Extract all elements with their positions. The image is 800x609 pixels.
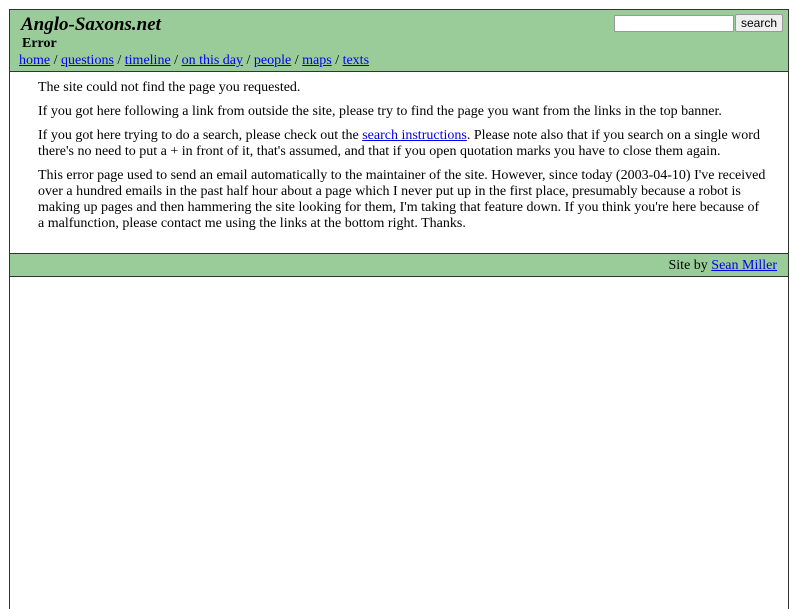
- search-input[interactable]: [614, 15, 734, 32]
- site-title: Anglo-Saxons.net: [21, 14, 161, 35]
- search-help-text-continued: . Please note also that if you search on a single word there's no need to put a + in front of it, that's assumed, and that if you open quotation marks you have to close them again.: [38, 128, 760, 159]
- search-form: [614, 14, 783, 32]
- nav-link-people[interactable]: people: [253, 53, 292, 68]
- nav-link-timeline[interactable]: timeline: [124, 53, 171, 68]
- site-credit: [669, 258, 778, 274]
- credit-prefix: Site by: [668, 258, 712, 273]
- footer-bar: [10, 253, 788, 277]
- search-help-paragraph: [38, 128, 766, 160]
- nav-link-on-this-day[interactable]: on this day: [181, 53, 244, 68]
- nav-link-questions[interactable]: questions: [61, 53, 114, 68]
- page-frame: [9, 9, 789, 609]
- error-content: [38, 80, 766, 240]
- outside-link-paragraph: If you got here following a link from outside the site, please try to find the page you want from the links in the top banner.: [38, 104, 722, 119]
- nav-separator: /: [335, 53, 340, 68]
- nav-bar: [19, 53, 369, 69]
- error-message: The site could not find the page you requested.: [38, 80, 301, 95]
- nav-link-maps[interactable]: maps: [302, 53, 332, 68]
- nav-separator: /: [246, 53, 251, 68]
- nav-link-home[interactable]: home: [19, 53, 51, 68]
- page-title: Error: [22, 36, 57, 51]
- nav-separator: /: [294, 53, 299, 68]
- nav-link-texts[interactable]: texts: [342, 53, 370, 68]
- author-link[interactable]: Sean Miller: [711, 258, 777, 273]
- nav-separator: /: [53, 53, 58, 68]
- search-help-text: If you got here trying to do a search, please check out the: [38, 128, 363, 143]
- top-banner: [10, 10, 788, 72]
- nav-separator: /: [174, 53, 179, 68]
- email-notice-paragraph: This error page used to send an email automatically to the maintainer of the site. However, since today (2003-04-10) I've received over a hundred emails in the past half hour about a page which I never put up in the first place, presumably because a robot is making up pages and then hammering the site looking for them, I'm taking that feature down. If you think you're here because of a malfunction, please contact me using the links at the bottom right. Thanks.: [38, 168, 766, 231]
- search-button[interactable]: search: [735, 14, 783, 32]
- nav-separator: /: [117, 53, 122, 68]
- search-instructions-link[interactable]: search instructions: [362, 128, 467, 143]
